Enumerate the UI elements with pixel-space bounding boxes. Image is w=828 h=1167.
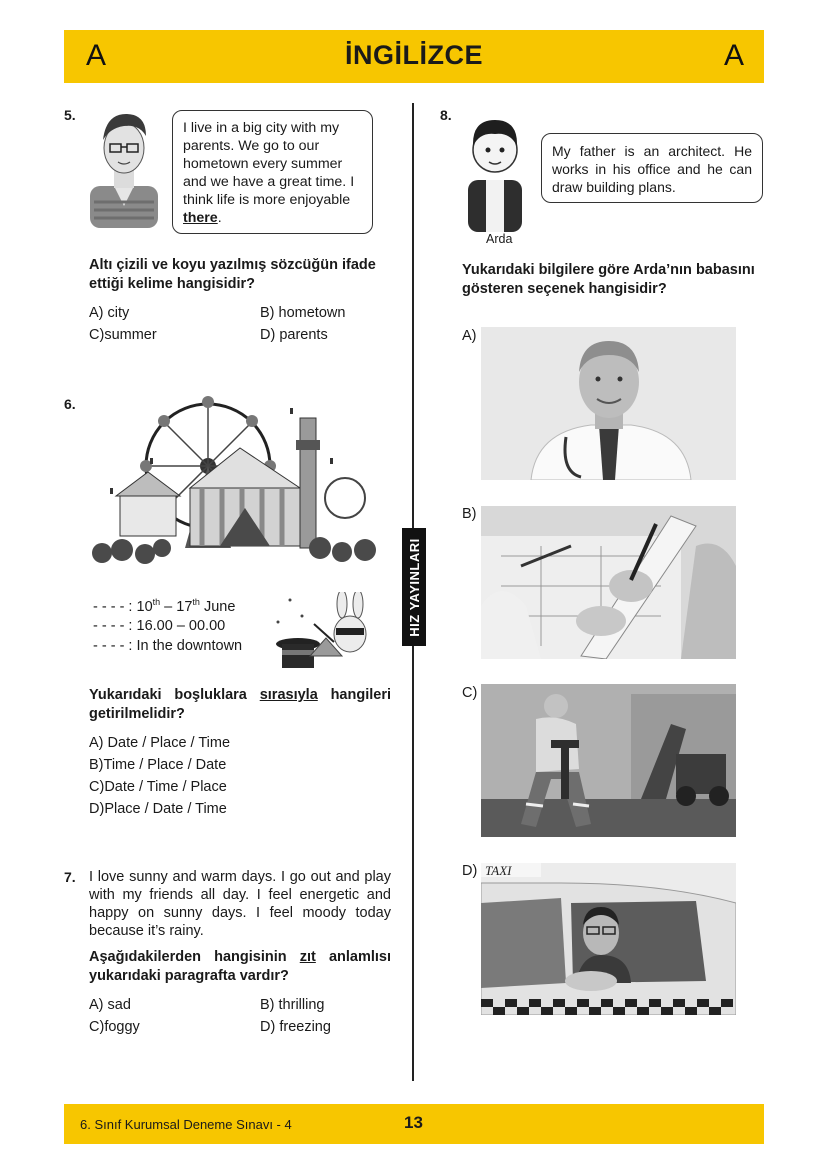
q8-option-b-image[interactable] [481, 506, 736, 659]
page-number: 13 [404, 1113, 423, 1132]
character-name-label: Arda [486, 232, 513, 246]
q5-question-text: Altı çizili ve koyu yazılmış sözcüğün ifade ettiği kelime hangisidir? [89, 257, 376, 292]
q8-question-text: Yukarıdaki bilgilere göre Arda’nın babasını gösteren seçenek hangisidir? [462, 262, 755, 297]
question-7-number: 7. [64, 869, 76, 885]
subject-title: İNGİLİZCE [345, 40, 483, 70]
taxi-sign-text: TAXI [485, 863, 512, 878]
q7-option-d[interactable]: D) freezing [260, 1019, 331, 1035]
page-footer [64, 1104, 764, 1144]
architect-drawing-plans-photo [481, 506, 736, 659]
taxi-driver-photo [481, 863, 736, 1015]
q8-option-d-label[interactable]: D) [462, 863, 478, 879]
q8-option-d-image[interactable] [481, 863, 736, 1015]
q5-option-b[interactable]: B) hometown [260, 305, 346, 321]
q8-option-c-label[interactable]: C) [462, 685, 478, 701]
q6-question-text: Yukarıdaki boşluklara sırasıyla hangileri getirilmelidir? [89, 687, 392, 722]
q7-option-b[interactable]: B) thrilling [260, 997, 325, 1013]
booklet-letter-left: A [86, 39, 107, 72]
q7-option-c[interactable]: C)foggy [89, 1019, 140, 1035]
road-worker-photo [481, 684, 736, 837]
doctor-photo [481, 327, 736, 480]
q6-underlined-word: sırasıyla [259, 687, 318, 703]
q8-option-b-label[interactable]: B) [462, 506, 477, 522]
q6-option-a[interactable]: A) Date / Place / Time [89, 735, 231, 751]
q5-underlined-word: there [183, 210, 218, 226]
q6-line-time: - - - - : 16.00 – 00.00 [93, 618, 226, 634]
q5-speech-period: . [217, 210, 222, 226]
q5-option-d[interactable]: D) parents [260, 327, 328, 343]
q6-line-place: - - - - : In the downtown [93, 638, 243, 654]
booklet-letter-right: A [723, 39, 744, 72]
question-6-number: 6. [64, 396, 76, 412]
q8-option-a-image[interactable] [481, 327, 736, 480]
q7-paragraph: I love sunny and warm days. I go out and play with my friends all day. I feel energetic and happy on sunny days. I feel moody today because it’s rainy. [89, 869, 391, 939]
publisher-label: HIZ YAYINLARI [402, 528, 426, 646]
q8-option-c-image[interactable] [481, 684, 736, 837]
q5-speech-text: I live in a big city with my parents. We go to our hometown every summer and we have a great time. I think life is more enjoyable [183, 120, 355, 208]
q8-speech-bubble [541, 133, 763, 203]
boy-arda-illustration [460, 110, 530, 232]
q8-speech-text: My father is an architect. He works in his office and he can draw building plans. [552, 143, 752, 195]
q6-line-date: - - - - : 10th – 17th June [93, 597, 236, 615]
q8-option-a-label[interactable]: A) [462, 328, 477, 344]
q6-option-b[interactable]: B)Time / Place / Date [89, 757, 227, 773]
q5-option-c[interactable]: C)summer [89, 327, 157, 343]
q7-option-a[interactable]: A) sad [89, 997, 131, 1013]
q5-speech-bubble [172, 110, 373, 234]
q7-underlined-word: zıt [299, 949, 316, 965]
page-header [64, 30, 764, 83]
funfair-illustration [90, 388, 390, 570]
man-with-glasses-illustration [84, 106, 164, 228]
question-8-number: 8. [440, 107, 452, 123]
q6-option-d[interactable]: D)Place / Date / Time [89, 801, 227, 817]
q6-option-c[interactable]: C)Date / Time / Place [89, 779, 227, 795]
q5-option-a[interactable]: A) city [89, 305, 130, 321]
exam-name: 6. Sınıf Kurumsal Deneme Sınavı - 4 [80, 1117, 292, 1132]
q7-question-text: Aşağıdakilerden hangisinin zıt anlamlısı yukarıdaki paragrafta vardır? [89, 949, 392, 984]
question-5-number: 5. [64, 107, 76, 123]
magic-hat-rabbit-illustration [268, 592, 378, 672]
